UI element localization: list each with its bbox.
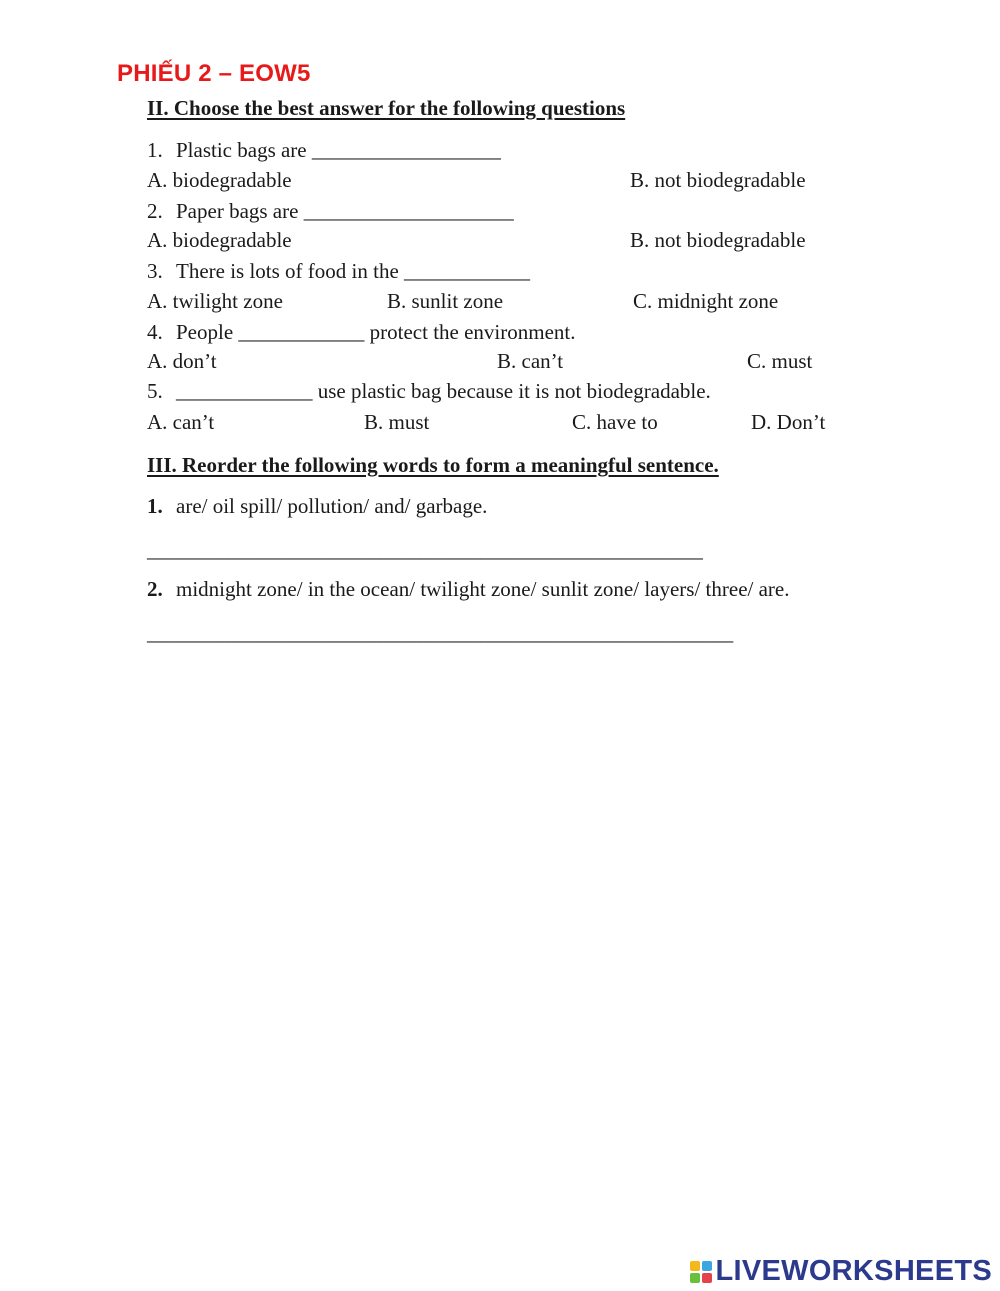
worksheet-title: PHIẾU 2 – EOW5: [117, 60, 311, 87]
option-2a: A. biodegradable: [147, 228, 292, 252]
question-text: There is lots of food in the ____________: [176, 259, 531, 283]
option-5b: B. must: [364, 410, 430, 434]
question-3: [147, 259, 530, 284]
item-words: are/ oil spill/ pollution/ and/ garbage.: [176, 494, 488, 518]
question-number: 3.: [147, 259, 163, 283]
reorder-item-2: [147, 577, 789, 602]
option-5d: D. Don’t: [751, 410, 826, 434]
option-4a: A. don’t: [147, 349, 217, 373]
question-text: Plastic bags are __________________: [176, 138, 501, 162]
question-number: 2.: [147, 199, 163, 223]
question-number: 4.: [147, 320, 163, 344]
question-number: 5.: [147, 379, 163, 403]
option-5a: A. can’t: [147, 410, 215, 434]
question-text: People ____________ protect the environment.: [176, 320, 576, 344]
item-number: 1.: [147, 494, 163, 518]
liveworksheets-logo: [690, 1255, 993, 1288]
logo-square: [690, 1261, 700, 1271]
option-5c: C. have to: [572, 410, 658, 434]
option-4c: C. must: [747, 349, 813, 373]
logo-square: [702, 1273, 712, 1283]
question-1: [147, 138, 501, 163]
question-number: 1.: [147, 138, 163, 162]
option-3b: B. sunlit zone: [387, 289, 504, 313]
question-5: [147, 379, 711, 404]
reorder-item-1: [147, 494, 487, 519]
option-3c: C. midnight zone: [633, 289, 779, 313]
option-4b: B. can’t: [497, 349, 564, 373]
item-number: 2.: [147, 577, 163, 601]
section-2-heading: II. Choose the best answer for the following questions: [147, 96, 626, 120]
item-words: midnight zone/ in the ocean/ twilight zone/ sunlit zone/ layers/ three/ are.: [176, 577, 790, 601]
question-4: [147, 320, 576, 345]
logo-square: [702, 1261, 712, 1271]
option-3a: A. twilight zone: [147, 289, 283, 313]
question-2: [147, 199, 514, 224]
question-text: Paper bags are ____________________: [176, 199, 514, 223]
option-2b: B. not biodegradable: [630, 228, 806, 252]
logo-mark-icon: [690, 1261, 712, 1283]
logo-text: LIVEWORKSHEETS: [715, 1255, 992, 1287]
answer-line-2: __________________________________________________________: [147, 621, 733, 645]
section-3-heading: III. Reorder the following words to form a meaningful sentence.: [147, 453, 719, 477]
question-text: _____________ use plastic bag because it is not biodegradable.: [176, 379, 711, 403]
option-1b: B. not biodegradable: [630, 168, 806, 192]
answer-line-1: _______________________________________________________: [147, 538, 703, 562]
logo-square: [690, 1273, 700, 1283]
option-1a: A. biodegradable: [147, 168, 292, 192]
